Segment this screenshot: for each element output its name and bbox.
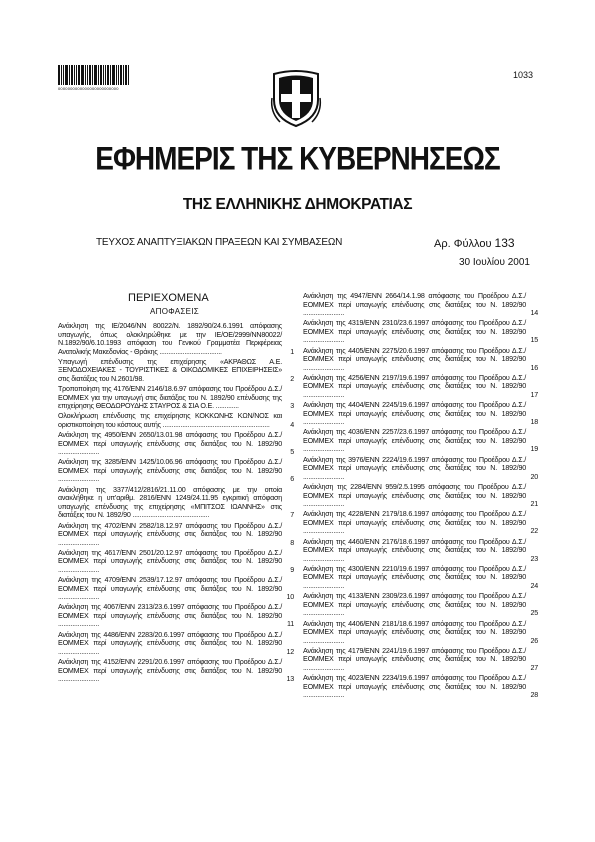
entry-page-number: 15 [530, 336, 538, 345]
entry-text: Ανάκληση της 4404/ΕΝΝ 2245/19.6.1997 απόφασης του Προέδρου Δ.Σ./ΕΟΜΜΕΧ περί υπαγωγής επένδυσης στις διατάξεις του Ν. 1892/90 ....................... [303, 401, 526, 427]
barcode-bar [76, 65, 77, 85]
barcode-bar [120, 65, 122, 85]
coat-of-arms-emblem [270, 68, 322, 128]
entry-text: Ανάκληση της 3285/ΕΝΝ 1425/10.06.96 απόφασης του Προέδρου Δ.Σ./ΕΟΜΜΕΧ περί υπαγωγής επένδυσης στις διατάξεις του Ν. 1892/90 ....................... [58, 458, 282, 484]
entry-page-number: 22 [530, 527, 538, 536]
barcode-bar [71, 65, 73, 85]
entry-page-number: 11 [286, 620, 294, 629]
contents-title: ΠΕΡΙΕΧΟΜΕΝΑ [128, 292, 209, 304]
entry-page-number: 14 [530, 309, 538, 317]
barcode-bar [110, 65, 111, 85]
entry-page-number: 28 [530, 691, 538, 700]
entry-page-number: 2 [290, 374, 294, 383]
entry-text: Ανάκληση της 4228/ΕΝΝ 2179/18.6.1997 απόφασης του Προέδρου Δ.Σ./ΕΟΜΜΕΧ περί υπαγωγής επένδυσης στις διατάξεις του Ν. 1892/90 ....................... [303, 510, 526, 536]
entry-page-number: 25 [530, 609, 538, 618]
entry-text: Ανάκληση της 4950/ΕΝΝ 2650/13.01.98 απόφασης του Προέδρου Δ.Σ./ΕΟΜΜΕΧ περί υπαγωγής επένδυσης στις διατάξεις του Ν. 1892/90 ....................... [58, 431, 282, 457]
contents-entry [58, 412, 294, 429]
entry-text: Ανάκληση της 4406/ΕΝΝ 2181/18.6.1997 απόφασης του Προέδρου Δ.Σ./ΕΟΜΜΕΧ περί υπαγωγής επένδυσης στις διατάξεις του Ν. 1892/90 ....................... [303, 619, 526, 645]
entry-text: Ανάκληση της 3377/412/2816/21.11.00 απόφασης με την οποία ανακλήθηκε η υπ'αριθμ. 2816/ΕΝΝ 1249/24.11.95 εγκριτική απόφαση υπαγωγής επένδυσης της επιχείρησης «ΜΠΙΤΣΟΣ ΙΩΑΝΝΗΣ» στις διατάξεις του Ν. 1892/90 ........................................... [58, 485, 282, 520]
entry-text: Ανάκληση της 3976/ΕΝΝ 2224/19.6.1997 απόφασης του Προέδρου Δ.Σ./ΕΟΜΜΕΧ περί υπαγωγής επένδυσης στις διατάξεις του Ν. 1892/90 ....................... [303, 455, 526, 481]
barcode-bar [85, 65, 86, 85]
entry-page-number: 23 [530, 554, 538, 563]
contents-entry [58, 549, 294, 575]
contents-entry [303, 401, 538, 427]
contents-entry [58, 522, 294, 548]
entry-text: Ανάκληση της 4460/ΕΝΝ 2176/18.6.1997 απόφασης του Προέδρου Δ.Σ./ΕΟΜΜΕΧ περί υπαγωγής επένδυσης στις διατάξεις του Ν. 1892/90 ....................... [303, 537, 526, 563]
contents-entry [58, 458, 294, 484]
sheet-number [434, 236, 515, 250]
contents-entry [303, 292, 538, 318]
barcode-bar [58, 65, 60, 85]
barcode-bar [78, 65, 80, 85]
issue-date: 30 Ιουλίου 2001 [459, 257, 530, 268]
entry-page-number: 8 [290, 538, 294, 547]
contents-entry [303, 456, 538, 482]
entry-text: Ανάκληση της 2284/ΕΝΝ 959/2.5.1995 απόφασης του Προέδρου Δ.Σ./ΕΟΜΜΕΧ περί υπαγωγής επένδυσης στις διατάξεις του Ν. 1892/90 ....................... [303, 483, 526, 509]
contents-entry [303, 483, 538, 509]
entry-page-number: 4 [290, 420, 294, 429]
issue-series: ΤΕΥΧΟΣ ΑΝΑΠΤΥΞΙΑΚΩΝ ΠΡΑΞΕΩΝ ΚΑΙ ΣΥΜΒΑΣΕΩΝ [96, 237, 343, 248]
contents-entry [58, 603, 294, 629]
sheet-label: Αρ. Φύλλου [434, 238, 492, 250]
entry-text: Ανάκληση της 4405/ΕΝΝ 2275/20.6.1997 απόφασης του Προέδρου Δ.Σ./ΕΟΜΜΕΧ περί υπαγωγής επένδυσης στις διατάξεις του Ν. 1892/90 ....................... [303, 346, 526, 372]
barcode-bar [89, 65, 91, 85]
barcode-number: 0000000000000000000000000 [58, 86, 119, 91]
contents-entry [58, 385, 294, 411]
entry-text: Ανάκληση της 4256/ΕΝΝ 2197/19.6.1997 απόφασης του Προέδρου Δ.Σ./ΕΟΜΜΕΧ περί υπαγωγής επένδυσης στις διατάξεις του Ν. 1892/90 ....................... [303, 373, 526, 399]
entry-text: Υπαγωγή επένδυσης της επιχείρησης «ΑΚΡΑΘΩΣ Α.Ε. ΞΕΝΟΔΟΧΕΙΑΚΕΣ - ΤΟΥΡΙΣΤΙΚΕΣ & ΟΙΚΟΔΟΜΙΚΕΣ ΕΠΙΧΕΙΡΗΣΕΙΣ» στις διατάξεις του Ν.2601/98. [58, 357, 282, 383]
contents-entry [303, 674, 538, 700]
entry-page-number: 6 [290, 475, 294, 484]
barcode-bar [116, 65, 117, 85]
entry-text: Ανάκληση της 4709/ΕΝΝ 2539/17.12.97 απόφασης του Προέδρου Δ.Σ./ΕΟΜΜΕΧ περί υπαγωγής επένδυσης στις διατάξεις του Ν. 1892/90 ....................... [58, 576, 282, 602]
entry-text: Ανάκληση της 4319/ΕΝΝ 2310/23.6.1997 απόφασης του Προέδρου Δ.Σ./ΕΟΜΜΕΧ περί υπαγωγής επένδυσης στις διατάξεις του Ν. 1892/90 ....................... [303, 319, 526, 345]
entry-text: Ανάκληση της 4617/ΕΝΝ 2501/20.12.97 απόφασης του Προέδρου Δ.Σ./ΕΟΜΜΕΧ περί υπαγωγής επένδυσης στις διατάξεις του Ν. 1892/90 ....................... [58, 548, 282, 574]
contents-left-column [58, 322, 294, 685]
contents-entry [58, 576, 294, 602]
entry-page-number: 5 [290, 448, 294, 457]
barcode-bar [125, 65, 127, 85]
barcode-bar [94, 65, 97, 85]
contents-entry [303, 565, 538, 591]
contents-entry [303, 592, 538, 618]
barcode-bar [107, 65, 109, 85]
entry-page-number: 17 [530, 390, 538, 399]
entry-text: Ανάκληση της 4133/ΕΝΝ 2309/23.6.1997 απόφασης του Προέδρου Δ.Σ./ΕΟΜΜΕΧ περί υπαγωγής επένδυσης στις διατάξεις του Ν. 1892/90 ....................... [303, 592, 526, 618]
entry-text: Ανάκληση της 4179/ΕΝΝ 2241/19.6.1997 απόφασης του Προέδρου Δ.Σ./ΕΟΜΜΕΧ περί υπαγωγής επένδυσης στις διατάξεις του Ν. 1892/90 ....................... [303, 646, 526, 672]
sheet-value: 133 [494, 236, 515, 250]
entry-page-number: 24 [530, 581, 538, 590]
contents-entry [303, 620, 538, 646]
page-number: 1033 [513, 70, 534, 80]
barcode-bar [112, 65, 115, 85]
barcode-bar [100, 65, 102, 85]
entry-text: Ανάκληση της 4486/ΕΝΝ 2283/20.6.1997 απόφασης του Προέδρου Δ.Σ./ΕΟΜΜΕΧ περί υπαγωγής επένδυσης στις διατάξεις του Ν. 1892/90 ....................... [58, 630, 282, 656]
barcode-bar [118, 65, 119, 85]
contents-entry [303, 647, 538, 673]
contents-entry [58, 431, 294, 457]
contents-right-column [303, 292, 538, 701]
gazette-title: ΕΦΗΜΕΡΙΣ ΤΗΣ ΚΥΒΕΡΝΗΣΕΩΣ [95, 140, 500, 177]
entry-text: Ανάκληση της ΙΕ/2046/ΝΝ 80022/Ν. 1892/90/24.6.1991 απόφασης υπαγωγής, όπως ολοκληρώθηκε με την ΙΕ/ΟΕ/2999/ΝΝ80022/Ν.1892/90/6.10.1993 απόφαση του Γενικού Γραμματέα Περιφέρειας Ανατολικής Μακεδονίας - Θράκης ................................... [58, 322, 282, 356]
entry-text: Ανάκληση της 4152/ΕΝΝ 2291/20.6.1997 απόφασης του Προέδρου Δ.Σ./ΕΟΜΜΕΧ περί υπαγωγής επένδυσης στις διατάξεις του Ν. 1892/90 ....................... [58, 658, 282, 684]
section-heading: ΑΠΟΦΑΣΕΙΣ [150, 307, 199, 316]
barcode-bar [123, 65, 124, 85]
entry-page-number: 20 [530, 472, 538, 481]
barcode-bar [69, 65, 70, 85]
barcode-bar [81, 65, 84, 85]
entry-page-number: 27 [530, 663, 538, 672]
contents-entry [303, 374, 538, 400]
barcode-bar [65, 65, 68, 85]
entry-page-number: 21 [530, 500, 538, 509]
entry-page-number: 16 [530, 363, 538, 372]
barcode-bar [63, 65, 64, 85]
entry-text: Τροποποίηση της 4176/ΕΝΝ 2146/18.6.97 απόφασης του Προέδρου Δ.Σ./ΕΟΜΜΕΧ για την υπαγωγή στις διατάξεις του Ν. 1892/90 επένδυσης της επιχείρησης ΘΕΟΔΩΡΟΥΔΗΣ ΣΤΑΥΡΟΣ & ΣΙΑ Ο.Ε. ............. [58, 385, 282, 411]
entry-page-number: 3 [290, 402, 294, 411]
barcode-bar [105, 65, 106, 85]
gazette-subtitle: ΤΗΣ ΕΛΛΗΝΙΚΗΣ ΔΗΜΟΚΡΑΤΙΑΣ [182, 196, 413, 213]
barcode-bar [61, 65, 62, 85]
barcode-bar [92, 65, 93, 85]
entry-page-number: 1 [290, 347, 294, 356]
entry-page-number: 10 [286, 593, 294, 602]
barcode-bar [74, 65, 75, 85]
barcode-bar [128, 65, 129, 85]
entry-page-number: 19 [530, 445, 538, 454]
entry-page-number: 18 [530, 418, 538, 427]
entry-page-number: 12 [286, 647, 294, 656]
entry-text: Ανάκληση της 4702/ΕΝΝ 2582/18.12.97 απόφασης του Προέδρου Δ.Σ./ΕΟΜΜΕΧ περί υπαγωγής επένδυσης στις διατάξεις του Ν. 1892/90 ....................... [58, 521, 282, 547]
barcode-bar [103, 65, 104, 85]
entry-text: Ανάκληση της 4300/ΕΝΝ 2210/19.6.1997 απόφασης του Προέδρου Δ.Σ./ΕΟΜΜΕΧ περί υπαγωγής επένδυσης στις διατάξεις του Ν. 1892/90 ....................... [303, 564, 526, 590]
entry-text: Ολοκλήρωση επένδυσης της επιχείρησης ΚΟΚΚΩΝΗΣ ΚΩΝ/ΝΟΣ και οριστικοποίηση του κόστους αυτής ............................................................ [58, 412, 282, 429]
entry-page-number: 9 [290, 565, 294, 574]
entry-text: Ανάκληση της 4036/ΕΝΝ 2257/23.6.1997 απόφασης του Προέδρου Δ.Σ./ΕΟΜΜΕΧ περί υπαγωγής επένδυσης στις διατάξεις του Ν. 1892/90 ....................... [303, 428, 526, 454]
contents-entry [58, 631, 294, 657]
contents-entry [303, 538, 538, 564]
contents-entry [303, 319, 538, 345]
barcode [58, 63, 130, 85]
entry-text: Ανάκληση της 4023/ΕΝΝ 2234/19.6.1997 απόφασης του Προέδρου Δ.Σ./ΕΟΜΜΕΧ περί υπαγωγής επένδυσης στις διατάξεις του Ν. 1892/90 ....................... [303, 674, 526, 700]
contents-entry [58, 322, 294, 356]
contents-entry [58, 486, 294, 520]
entry-page-number: 13 [286, 675, 294, 684]
contents-entry [58, 358, 294, 384]
barcode-bar [87, 65, 88, 85]
entry-text: Ανάκληση της 4947/ΕΝΝ 2664/14.1.98 απόφασης του Προέδρου Δ.Σ./ΕΟΜΜΕΧ περί υπαγωγής επένδυσης στις διατάξεις του Ν. 1892/90 ....................... [303, 292, 526, 317]
barcode-bar [98, 65, 99, 85]
entry-text: Ανάκληση της 4067/ΕΝΝ 2313/23.6.1997 απόφασης του Προέδρου Δ.Σ./ΕΟΜΜΕΧ περί υπαγωγής επένδυσης στις διατάξεις του Ν. 1892/90 ....................... [58, 603, 282, 629]
contents-entry [303, 510, 538, 536]
entry-page-number: 26 [530, 636, 538, 645]
contents-entry [303, 347, 538, 373]
entry-page-number: 7 [290, 511, 294, 520]
contents-entry [303, 428, 538, 454]
contents-entry [58, 658, 294, 684]
